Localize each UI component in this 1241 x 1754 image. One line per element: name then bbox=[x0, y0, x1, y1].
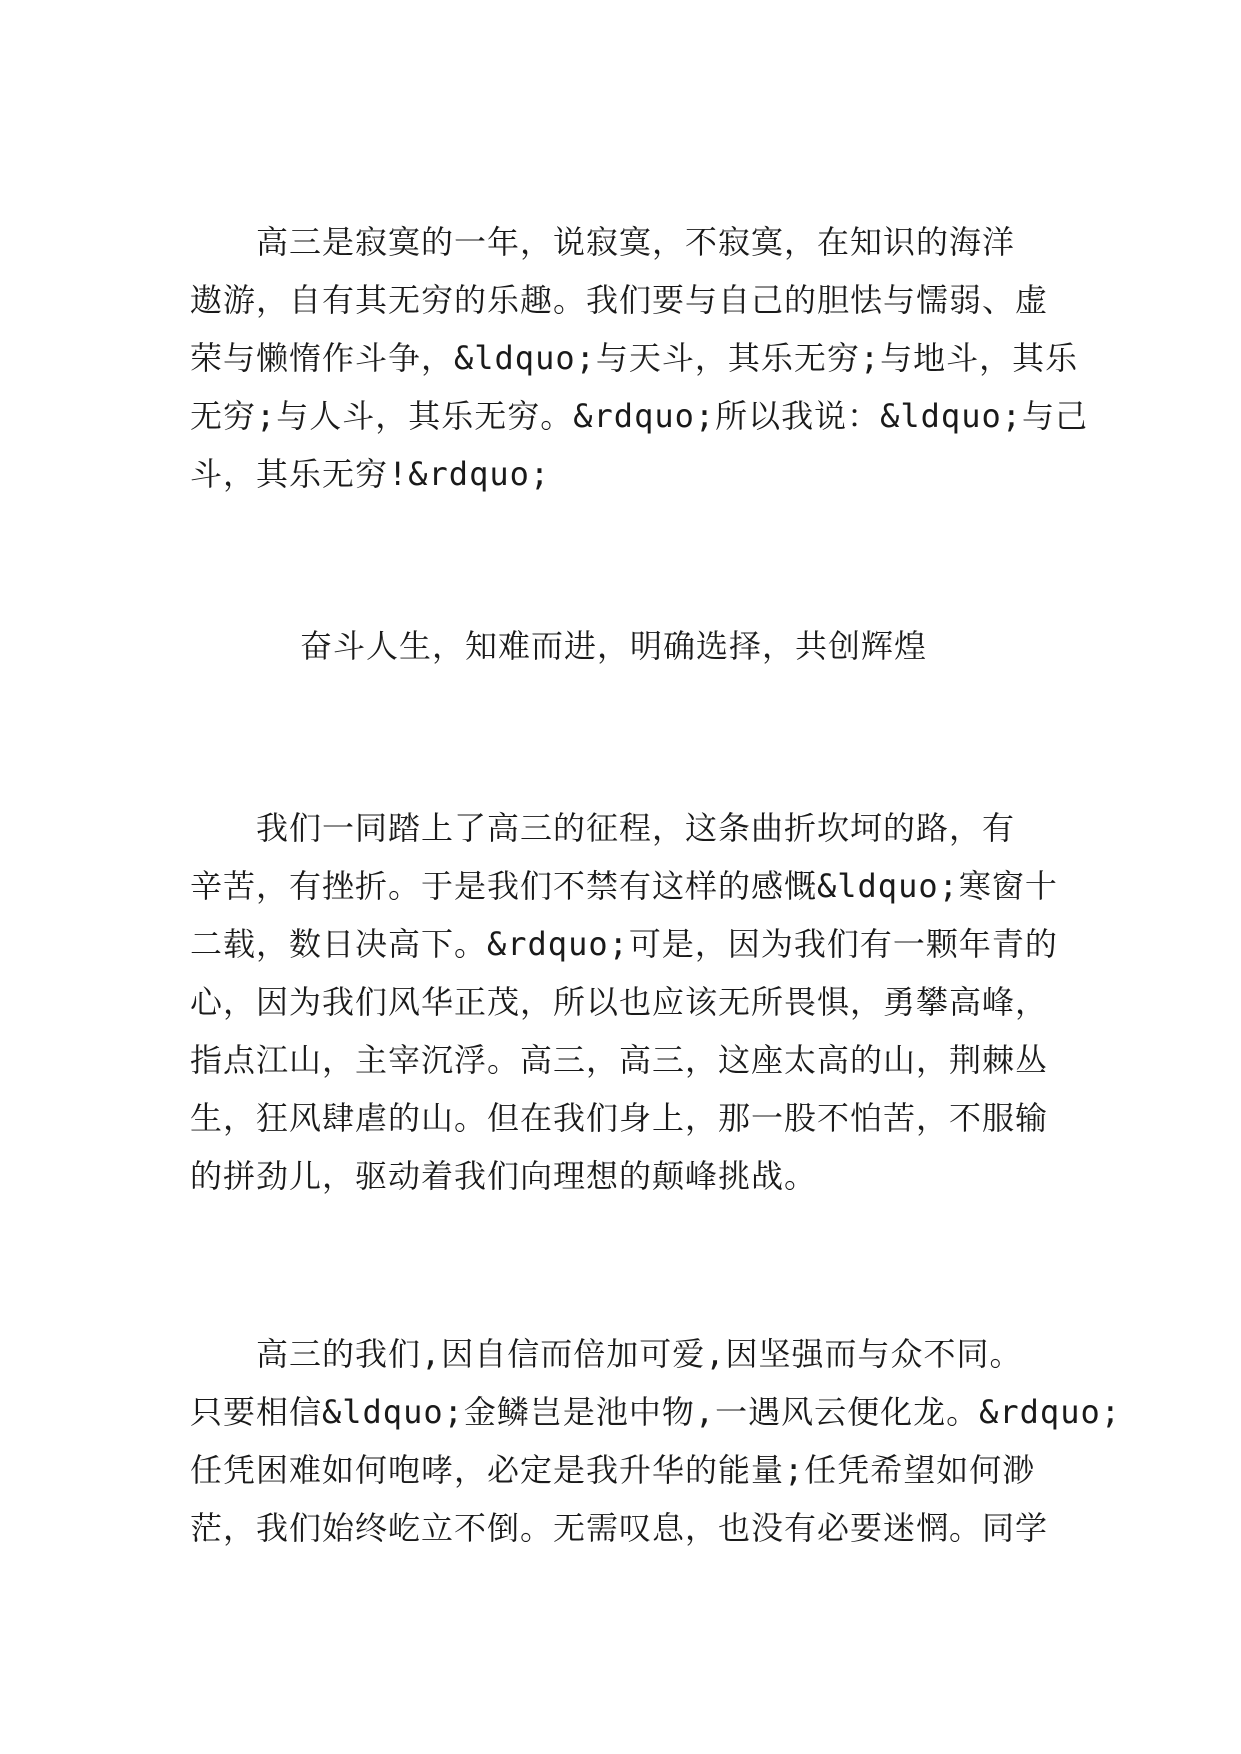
paragraph-line: 高三的我们,因自信而倍加可爱,因坚强而与众不同。 bbox=[190, 1335, 1023, 1373]
paragraph-line: 生，狂风肆虐的山。但在我们身上，那一股不怕苦，不服输 bbox=[190, 1099, 1049, 1137]
paragraph-line: 荣与懒惰作斗争，&ldquo;与天斗，其乐无穷;与地斗，其乐 bbox=[190, 339, 1079, 377]
paragraph-line: 遨游，自有其无穷的乐趣。我们要与自己的胆怯与懦弱、虚 bbox=[190, 281, 1049, 319]
paragraph-line: 斗，其乐无穷!&rdquo; bbox=[190, 455, 551, 493]
paragraph-line: 我们一同踏上了高三的征程，这条曲折坎坷的路，有 bbox=[190, 809, 1016, 847]
paragraph-line: 的拼劲儿，驱动着我们向理想的颠峰挑战。 bbox=[190, 1157, 818, 1195]
paragraph-line: 辛苦，有挫折。于是我们不禁有这样的感慨&ldquo;寒窗十 bbox=[190, 867, 1058, 905]
paragraph-line: 只要相信&ldquo;金鳞岂是池中物,一遇风云便化龙。&rdquo; bbox=[190, 1393, 1121, 1431]
paragraph-line: 指点江山，主宰沉浮。高三，高三，这座太高的山，荆棘丛 bbox=[190, 1041, 1049, 1079]
section-heading: 奋斗人生，知难而进，明确选择，共创辉煌 bbox=[300, 627, 928, 665]
paragraph-line: 无穷;与人斗，其乐无穷。&rdquo;所以我说：&ldquo;与己 bbox=[190, 397, 1088, 435]
paragraph-line: 高三是寂寞的一年，说寂寞，不寂寞，在知识的海洋 bbox=[190, 223, 1016, 261]
paragraph-line: 二载，数日决高下。&rdquo;可是，因为我们有一颗年青的 bbox=[190, 925, 1058, 963]
paragraph-line: 茫，我们始终屹立不倒。无需叹息，也没有必要迷惘。同学 bbox=[190, 1509, 1049, 1547]
paragraph-line: 心，因为我们风华正茂，所以也应该无所畏惧，勇攀高峰， bbox=[190, 983, 1049, 1021]
paragraph-line: 任凭困难如何咆哮，必定是我升华的能量;任凭希望如何渺 bbox=[190, 1451, 1036, 1489]
